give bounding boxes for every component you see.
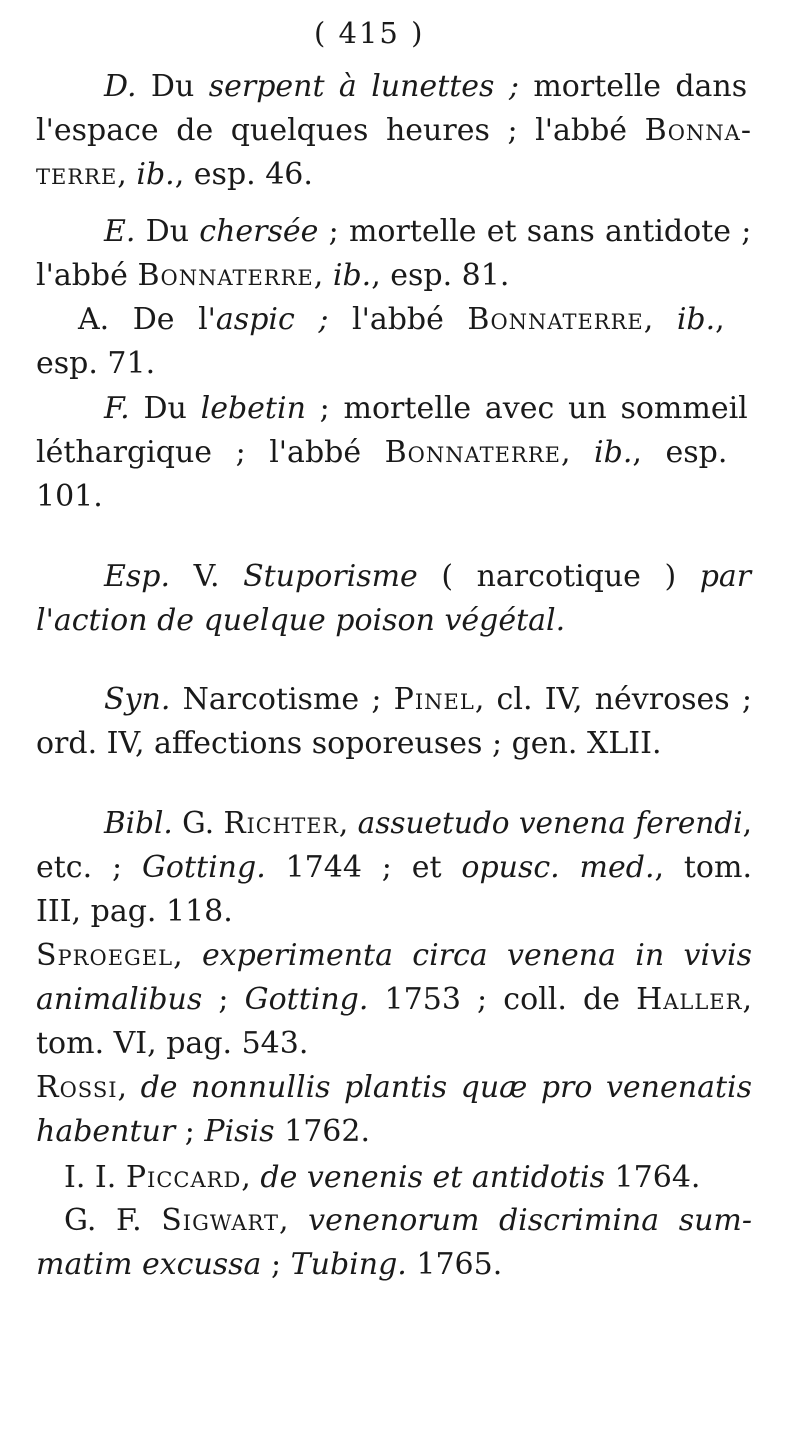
text-run: , esp. 81. — [371, 258, 510, 293]
italic-text: F. — [104, 391, 130, 426]
text-run: Narcotisme ; — [170, 682, 394, 717]
italic-text: opusc. med. — [461, 850, 655, 885]
text-run: , — [338, 806, 358, 841]
italic-text: ib. — [332, 258, 372, 293]
text-run: 1765. — [406, 1247, 503, 1282]
text-run: 101. — [36, 479, 103, 514]
text-run: , cl. IV, névroses ; — [474, 682, 752, 717]
text-run: l'abbé — [36, 258, 138, 293]
text-line — [36, 478, 103, 516]
italic-text: Bibl. — [104, 806, 173, 841]
text-line — [36, 893, 233, 931]
italic-text: D. — [104, 69, 137, 104]
text-run: ( narcotique ) — [417, 559, 700, 594]
author-name: Bonnaterre — [467, 302, 644, 337]
author-name: Piccard — [125, 1160, 242, 1195]
text-run: , — [715, 302, 725, 337]
text-run: G. — [172, 806, 224, 841]
author-name: Haller — [636, 982, 743, 1017]
text-line — [64, 1159, 700, 1197]
text-line — [104, 213, 751, 251]
italic-text: ib. — [594, 435, 633, 470]
text-run: l'espace de quelques heures ; l'abbé — [36, 113, 645, 148]
page-number: ( 415 ) — [314, 16, 425, 50]
text-run: Du — [136, 69, 209, 104]
text-run: , — [742, 806, 752, 841]
text-line — [36, 112, 752, 150]
italic-text: Pisis — [204, 1114, 275, 1149]
author-name: Pinel — [393, 682, 475, 717]
italic-text: de venenis et antidotis — [260, 1160, 606, 1195]
text-run: , — [313, 258, 333, 293]
italic-text: venenorum discrimina sum- — [308, 1203, 752, 1238]
text-line — [104, 558, 751, 596]
italic-text: Tubing. — [290, 1247, 407, 1282]
text-line — [36, 1113, 370, 1151]
text-line — [36, 156, 313, 194]
text-run: , — [173, 938, 202, 973]
text-run: III, pag. 118. — [36, 894, 233, 929]
italic-text: E. — [104, 214, 136, 249]
italic-text: ib. — [136, 157, 175, 192]
text-line — [64, 1202, 752, 1240]
text-run: , — [117, 1070, 141, 1105]
text-line — [36, 725, 661, 763]
author-name: Bonnaterre — [137, 258, 314, 293]
text-line — [36, 257, 509, 295]
italic-text: ib. — [676, 302, 716, 337]
text-line — [36, 937, 752, 975]
text-run: , — [279, 1203, 309, 1238]
text-run: , — [117, 157, 137, 192]
italic-text: Syn. — [104, 682, 171, 717]
italic-text: assuetudo venena ferendi — [357, 806, 743, 841]
text-run: , — [241, 1160, 261, 1195]
text-line — [104, 805, 752, 843]
text-run: V. — [170, 559, 244, 594]
italic-text: de nonnullis plantis quæ pro venenatis — [140, 1070, 752, 1105]
text-run: ; — [202, 982, 245, 1017]
text-run: ; mortelle avec un sommeil — [305, 391, 748, 426]
text-line — [36, 981, 752, 1019]
text-run: , esp. — [632, 435, 728, 470]
text-run: Du — [135, 214, 200, 249]
author-name: Sigwart — [161, 1203, 280, 1238]
italic-text: matim excussa — [36, 1247, 262, 1282]
text-line — [104, 681, 752, 719]
text-run: , tom. — [654, 850, 752, 885]
italic-text: Esp. — [104, 559, 171, 594]
text-run: léthargique ; l'abbé — [36, 435, 385, 470]
italic-text: aspic ; — [215, 302, 329, 337]
italic-text: serpent à lunettes ; — [208, 69, 519, 104]
author-name: terre — [36, 157, 118, 192]
text-line — [36, 1246, 502, 1284]
text-run: ; — [175, 1114, 205, 1149]
author-name: Richter — [223, 806, 339, 841]
italic-text: habentur — [36, 1114, 176, 1149]
text-line — [36, 345, 155, 383]
text-run: A. De l' — [78, 302, 216, 337]
author-name: Bonnaterre — [384, 435, 561, 470]
text-run: mortelle dans — [518, 69, 748, 104]
text-run: 1753 ; coll. de — [368, 982, 637, 1017]
italic-text: experimenta circa venena in vivis — [201, 938, 752, 973]
italic-text: chersée — [199, 214, 319, 249]
author-name: Rossi — [36, 1070, 118, 1105]
text-run: Du — [129, 391, 201, 426]
text-line — [104, 68, 747, 106]
text-line — [36, 849, 752, 887]
italic-text: l'action de quelque poison végétal. — [36, 603, 566, 638]
italic-text: Stuporisme — [243, 559, 418, 594]
text-run: , esp. 46. — [174, 157, 313, 192]
text-line — [36, 1069, 752, 1107]
text-line — [36, 434, 727, 472]
text-run: , — [560, 435, 595, 470]
italic-text: par — [699, 559, 752, 594]
text-run: I. I. — [64, 1160, 126, 1195]
text-run: , — [643, 302, 677, 337]
text-run: 1764. — [605, 1160, 701, 1195]
italic-text: lebetin — [200, 391, 306, 426]
text-run: esp. 71. — [36, 346, 156, 381]
text-run: etc. ; — [36, 850, 142, 885]
text-line — [78, 301, 725, 339]
text-run: 1762. — [274, 1114, 370, 1149]
text-run: ; mortelle et sans antidote ; — [318, 214, 752, 249]
text-run: ord. IV, affections soporeuses ; gen. XLII. — [36, 726, 662, 761]
text-line — [36, 1025, 308, 1063]
italic-text: animalibus — [36, 982, 203, 1017]
italic-text: Gotting. — [244, 982, 369, 1017]
text-line — [104, 390, 748, 428]
italic-text: Gotting. — [141, 850, 266, 885]
text-run: G. F. — [64, 1203, 162, 1238]
text-run: l'abbé — [328, 302, 468, 337]
author-name: Bonna- — [644, 113, 752, 148]
text-line — [36, 602, 565, 640]
text-run: tom. VI, pag. 543. — [36, 1026, 309, 1061]
text-run: 1744 ; et — [265, 850, 462, 885]
text-run: , — [742, 982, 752, 1017]
text-run: ; — [261, 1247, 291, 1282]
author-name: Sproegel — [36, 938, 174, 973]
